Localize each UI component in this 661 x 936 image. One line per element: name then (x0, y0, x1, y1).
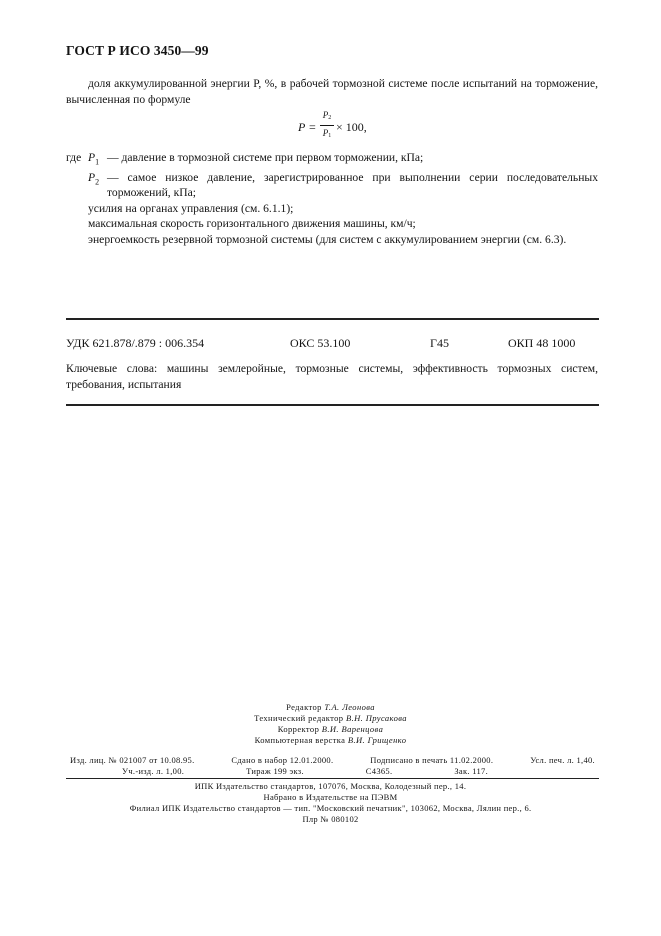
credit-editor: Редактор Т.А. Леонова (286, 702, 375, 712)
print-sheets: Усл. печ. л. 1,40. (530, 755, 595, 765)
divider-top (66, 318, 599, 320)
where-p1-row (66, 150, 598, 170)
formula-denominator: $P_1$ (322, 128, 332, 139)
symbol-p2: $P_2$ (88, 170, 100, 187)
list-item: усилия на органах управления (см. 6.1.1); (88, 201, 294, 215)
printer-line: Плр № 080102 (302, 814, 359, 824)
intro-paragraph: доля аккумулированной энергии P, %, в рабочей тормозной системе после испытаний на торможение, вычисленная по формуле (66, 77, 598, 106)
page-header: ГОСТ Р ИСО 3450—99 (66, 43, 209, 58)
where-p2-row (66, 170, 598, 201)
p1-definition: — давление в тормозной системе при первом торможении, кПа; (107, 151, 424, 164)
pub-sheets: Уч.-изд. л. 1,00. (122, 766, 185, 776)
fraction-bar (320, 125, 334, 126)
credits (0, 702, 661, 746)
printer-line: Набрано в Издательстве на ПЭВМ (263, 792, 398, 802)
okp-code: ОКП 48 1000 (508, 336, 576, 350)
credit-tech-editor: Технический редактор В.Н. Прусакова (254, 713, 407, 723)
formula-lhs: P (298, 120, 306, 134)
formula-fraction (320, 110, 334, 141)
keywords: Ключевые слова: машины землеройные, тормозные системы, эффективность тормозных систем, требования, испытания (66, 362, 598, 391)
sent-date: Сдано в набор 12.01.2000. (231, 755, 334, 765)
list-item: максимальная скорость горизонтального движения машины, км/ч; (88, 217, 416, 231)
formula-equals: = (309, 120, 316, 134)
formula-numerator: $P_2$ (322, 110, 332, 121)
credit-layout: Компьютерная верстка В.И. Грищенко (254, 735, 407, 745)
list-item: энергоемкость резервной тормозной системы (для систем с аккумулированием энергии (см. 6.3). (88, 232, 567, 246)
divider-imprint (66, 778, 599, 779)
publication-row-1 (70, 755, 595, 766)
code: С4365. (365, 766, 393, 776)
credit-corrector: Корректор В.И. Варенцова (277, 724, 384, 734)
order: Зак. 117. (454, 766, 488, 776)
print-run: Тираж 199 экз. (246, 766, 304, 776)
divider-bottom (66, 404, 599, 406)
signed-date: Подписано в печать 11.02.2000. (370, 755, 494, 765)
formula-multiplier: × 100, (336, 120, 367, 134)
where-lead: где (66, 151, 82, 164)
printer-info (0, 781, 661, 825)
oks-code: ОКС 53.100 (290, 336, 351, 350)
license: Изд. лиц. № 021007 от 10.08.95. (70, 755, 195, 765)
udk-code: УДК 621.878/.879 : 006.354 (66, 336, 205, 350)
printer-line: Филиал ИПК Издательство стандартов — тип. "Московский печатник", 103062, Москва, Лялин пер., 6. (129, 803, 532, 813)
publication-info (70, 755, 595, 777)
group-code: Г45 (430, 336, 449, 350)
formula (298, 110, 388, 144)
printer-line: ИПК Издательство стандартов, 107076, Москва, Колодезный пер., 14. (194, 781, 467, 791)
publication-row-2 (70, 766, 595, 777)
symbol-p1: $P_1$ (88, 151, 100, 167)
p2-definition: — самое низкое давление, зарегистрированное при выполнении серии последовательных торможений, кПа; (107, 170, 598, 200)
where-block (66, 150, 598, 247)
